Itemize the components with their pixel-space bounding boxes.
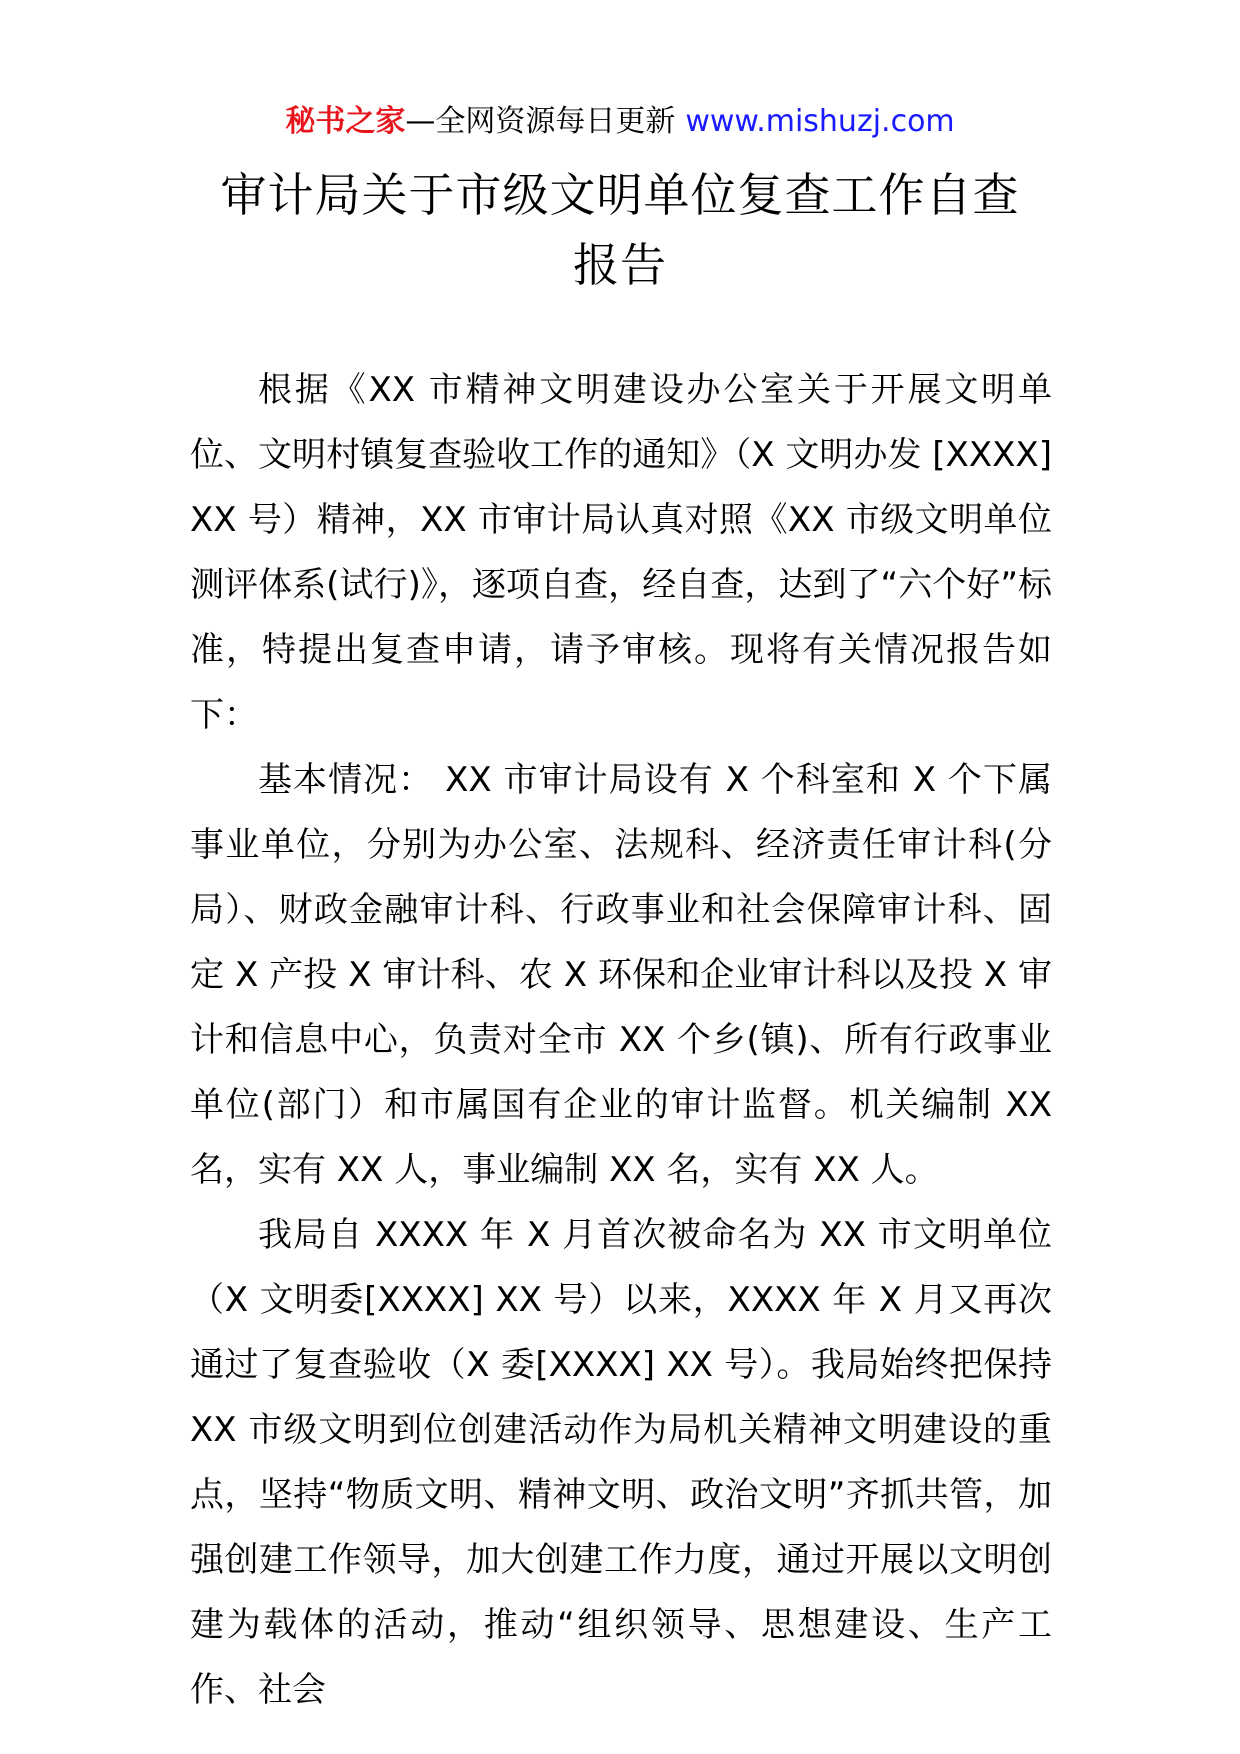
title-line-1: 审计局关于市级文明单位复查工作自查 — [220, 168, 1020, 222]
document-title — [190, 160, 1050, 300]
site-header — [0, 100, 1240, 144]
site-brand: 秘书之家 — [285, 104, 406, 139]
paragraph-basis: 根据《XX 市精神文明建设办公室关于开展文明单位、文明村镇复查验收工作的通知》（X 文明办发 [XXXX] XX 号）精神，XX 市审计局认真对照《XX 市级文明单位测评体系(试行)》，逐项自查，经自查，达到了“六个好”标准，特提出复查申请，请予审核。现将有关情况报告如下： — [190, 370, 1052, 735]
site-url-link[interactable]: www.mishuzj.com — [685, 104, 955, 139]
title-line-2: 报告 — [573, 238, 667, 292]
paragraph-history: 我局自 XXXX 年 X 月首次被命名为 XX 市文明单位（X 文明委[XXXX] XX 号）以来，XXXX 年 X 月又再次通过了复查验收（X 委[XXXX] XX 号）。我局始终把保持 XX 市级文明到位创建活动作为局机关精神文明建设的重点，坚持“物质文明、精神文明、政治文明”齐抓共管，加强创建工作领导，加大创建工作力度，通过开展以文明创建为载体的活动，推动“组织领导、思想建设、生产工作、社会 — [190, 1215, 1052, 1710]
site-tagline: —全网资源每日更新 — [405, 104, 676, 139]
document-body — [190, 358, 1052, 1723]
paragraph-basic-situation: 基本情况： XX 市审计局设有 X 个科室和 X 个下属事业单位，分别为办公室、法规科、经济责任审计科(分局）、财政金融审计科、行政事业和社会保障审计科、固定 X 产投 X 审计科、农 X 环保和企业审计科以及投 X 审计和信息中心，负责对全市 XX 个乡(镇)、所有行政事业单位(部门）和市属国有企业的审计监督。机关编制 XX 名，实有 XX 人，事业编制 XX 名，实有 XX 人。 — [190, 760, 1052, 1190]
